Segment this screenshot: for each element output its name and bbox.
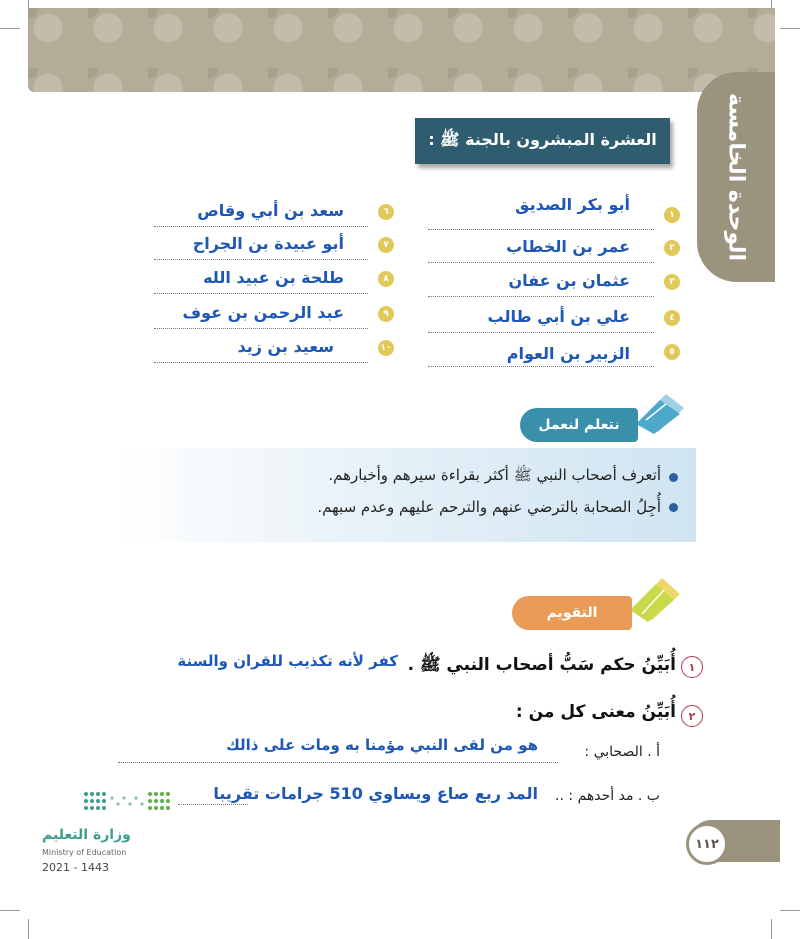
- ministry-logo-dots: [82, 790, 176, 814]
- ministry-name-en: Ministry of Education: [42, 848, 127, 857]
- learn-section-label: نتعلم لنعمل: [538, 417, 620, 433]
- learn-band: [116, 448, 696, 542]
- question-number: ٢: [681, 705, 703, 727]
- question-text: أُبَيِّنُ حكم سَبُّ أصحاب النبي ﷺ .: [407, 655, 676, 675]
- companion-name: الزبير بن العوام: [506, 344, 630, 363]
- section-heading-text: العشرة المبشرون بالجنة ﷺ :: [428, 129, 657, 149]
- list-item: [428, 270, 675, 297]
- list-item: [154, 200, 389, 227]
- companion-name: سعيد بن زيد: [237, 337, 334, 356]
- crop-mark: [0, 28, 20, 29]
- list-item: [154, 233, 389, 260]
- list-item: [428, 236, 675, 263]
- learn-bullet: [328, 466, 678, 488]
- number-badge: ٤: [664, 310, 680, 326]
- unit-tab-label: الوحدة الخامسة: [723, 92, 749, 262]
- evaluation-section-tag: [512, 596, 632, 630]
- learn-bullet-text: أُجِلُ الصحابة بالترضي عنهم والترحم عليهم وعدم سبهم.: [317, 498, 661, 516]
- crop-mark: [780, 28, 800, 29]
- question-number: ١: [681, 656, 703, 678]
- answer-sahabi: هو من لقى النبي مؤمنا به ومات على ذالك: [226, 736, 538, 754]
- companion-name: عبد الرحمن بن عوف: [182, 303, 344, 322]
- answer-mudd: المد ربع صاع ويساوي 510 جرامات تقريبا: [213, 784, 538, 803]
- number-badge: ٥: [664, 344, 680, 360]
- list-item: [428, 306, 675, 333]
- papers-icon: [636, 390, 688, 434]
- crop-mark: [28, 919, 29, 939]
- answer-line: [118, 762, 558, 763]
- companion-name: أبو بكر الصديق: [515, 195, 630, 214]
- companion-name: سعد بن أبي وقاص: [197, 201, 344, 220]
- list-item: [428, 195, 675, 230]
- evaluation-section-label: التقويم: [546, 605, 598, 621]
- number-badge: ٣: [664, 274, 680, 290]
- question-text: أُبَيِّنُ معنى كل من :: [515, 702, 676, 722]
- page-number: ١١٢: [686, 823, 728, 865]
- companion-name: أبو عبيدة بن الجراح: [192, 234, 344, 253]
- companion-name: عمر بن الخطاب: [506, 237, 630, 256]
- companion-name: عثمان بن عفان: [508, 271, 630, 290]
- companion-name: طلحة بن عبيد الله: [203, 268, 344, 287]
- crop-mark: [0, 910, 20, 911]
- learn-bullet-text: أتعرف أصحاب النبي ﷺ أكثر بقراءة سيرهم وأخبارهم.: [328, 466, 661, 484]
- list-item: [428, 340, 675, 367]
- number-badge: ١٠: [378, 340, 394, 356]
- ministry-name-ar: وزارة التعليم: [42, 827, 131, 843]
- pen-papers-icon: [628, 574, 684, 622]
- list-item: [154, 267, 389, 294]
- crop-mark: [771, 919, 772, 939]
- handwritten-answer: كفر لأنه تكذيب للقران والسنة: [177, 652, 398, 670]
- number-badge: ٨: [378, 271, 394, 287]
- decorative-header-band: [28, 8, 775, 92]
- list-item: [154, 302, 389, 329]
- list-item: [154, 336, 392, 363]
- bullet-dot-icon: [669, 473, 678, 482]
- edition-year: 2021 - 1443: [42, 861, 109, 874]
- section-heading: [415, 118, 670, 164]
- learn-section-tag: [520, 408, 638, 442]
- bullet-dot-icon: [669, 503, 678, 512]
- number-badge: ٧: [378, 237, 394, 253]
- unit-tab: [697, 72, 775, 282]
- number-badge: ١: [664, 207, 680, 223]
- number-badge: ٦: [378, 204, 394, 220]
- number-badge: ٩: [378, 306, 394, 322]
- learn-bullet: [317, 498, 678, 516]
- companion-name: علي بن أبي طالب: [487, 307, 630, 326]
- term-mudd-label: ب . مد أحدهم : ..: [555, 788, 660, 804]
- crop-mark: [780, 910, 800, 911]
- term-sahabi-label: أ . الصحابي :: [584, 744, 660, 760]
- number-badge: ٢: [664, 240, 680, 256]
- answer-line: [178, 804, 248, 805]
